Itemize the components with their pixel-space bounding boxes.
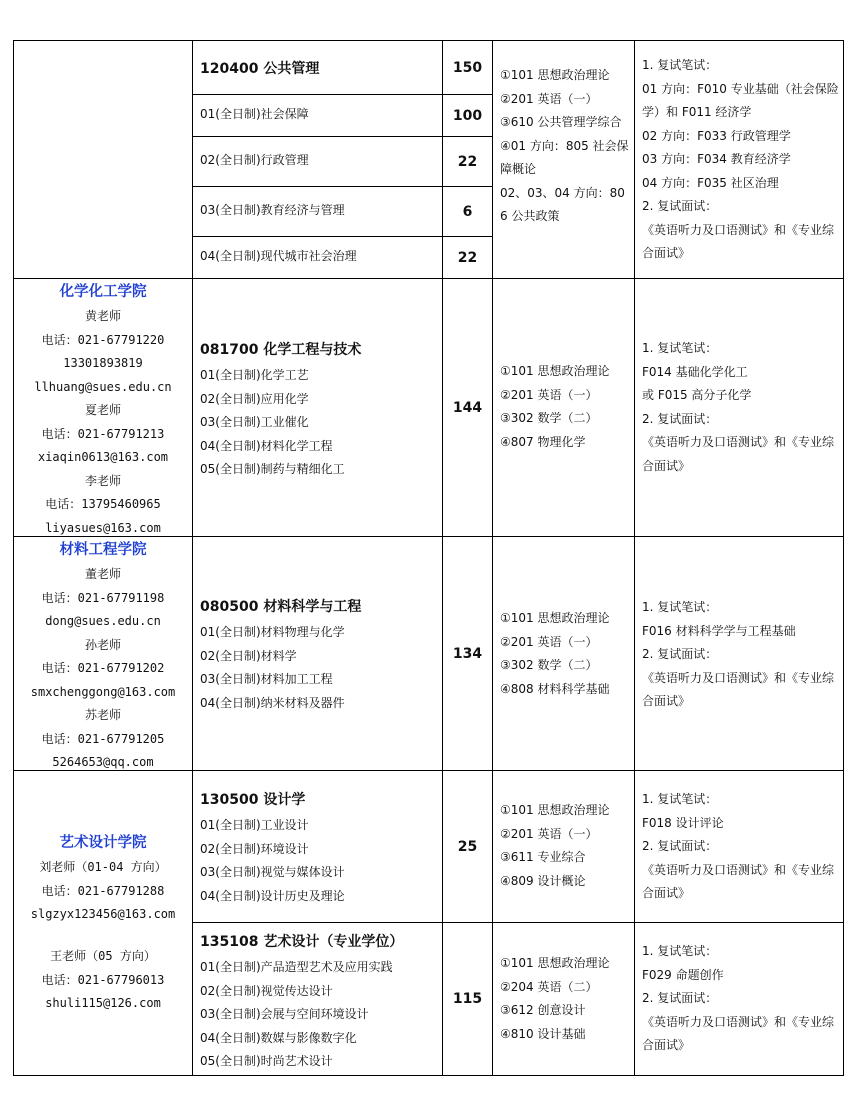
text-line: F029 命题创作 (642, 967, 724, 982)
text-line: 02(全日制)行政管理 (200, 153, 309, 167)
art-program2-cell (200, 928, 440, 1074)
chem-total (443, 279, 492, 536)
text-line: slgzyx123456@163.com (30, 907, 176, 921)
text-line: 22 (457, 249, 478, 266)
exam-subjects (500, 799, 630, 893)
text-line: ③302 数学（二） (500, 658, 598, 672)
direction-item: 03(全日制)会展与空间环境设计 (200, 1007, 369, 1021)
exam-subjects (500, 360, 630, 454)
text-line: 2. 复试面试： (642, 839, 718, 853)
text-line: liyasues@163.com (45, 520, 161, 535)
direction-item: 02(全日制)应用化学 (200, 391, 309, 406)
table-border-right (843, 40, 844, 1075)
text-line: 1. 复试笔试： (642, 58, 718, 72)
text-line: dong@sues.edu.cn (45, 614, 161, 628)
text-line: ④807 物理化学 (500, 434, 586, 449)
text-line: 《英语听力及口语测试》和《专业综合面试》 (642, 222, 835, 260)
direction-item: 05(全日制)制药与精细化工 (200, 462, 345, 476)
text-line: ①101 思想政治理论 (500, 956, 610, 970)
direction-item: 01(全日制)产品造型艺术及应用实践 (200, 960, 393, 974)
table-divider-col4 (634, 40, 635, 1075)
program-title: 130500 设计学 (200, 792, 306, 808)
text-line: 1. 复试笔试： (642, 600, 718, 614)
table-border-top (13, 40, 844, 41)
program-title: 120400 公共管理 (200, 61, 320, 77)
art-contact-cell-2 (14, 945, 192, 1016)
text-line: ④01 方向：805 社会保障概论 (500, 138, 629, 176)
exam-subjects (500, 607, 630, 701)
text-line: 2. 复试面试： (642, 991, 718, 1005)
direction-item: 02(全日制)视觉传达设计 (200, 983, 333, 998)
text-line: 《英语听力及口语测试》和《专业综合面试》 (642, 670, 835, 708)
direction-item: 02(全日制)环境设计 (200, 841, 309, 856)
direction-item: 01(全日制)化学工艺 (200, 368, 309, 382)
art-p1-total (443, 771, 492, 922)
text-line: F018 设计评论 (642, 815, 724, 830)
text-line: 144 (452, 399, 483, 416)
text-line: ②201 英语（一） (500, 387, 598, 402)
text-line: 苏老师 (84, 708, 121, 722)
text-line: ④808 材料科学基础 (500, 681, 610, 696)
text-line: ④809 设计概论 (500, 873, 586, 888)
text-line: 22 (457, 153, 478, 170)
text-line: 2. 复试面试： (642, 411, 718, 426)
text-line: 黄老师 (84, 309, 121, 323)
text-line: ①101 思想政治理论 (500, 68, 610, 82)
text-line: 《英语听力及口语测试》和《专业综合面试》 (642, 862, 835, 900)
text-line: ③610 公共管理学综合 (500, 115, 622, 129)
text-line: 5264653@qq.com (52, 755, 154, 769)
chem-contact-cell (14, 279, 192, 540)
retest-subjects (642, 337, 840, 478)
program-title: 081700 化学工程与技术 (200, 342, 362, 358)
exam-subjects (500, 952, 630, 1046)
text-line: 02、03、04 方向：806 公共政策 (500, 185, 625, 223)
text-line: ③611 专业综合 (500, 850, 586, 864)
materials-contact-cell (14, 537, 192, 775)
text-line: ①101 思想政治理论 (500, 364, 610, 378)
text-line: xiaqin0613@163.com (37, 450, 169, 464)
text-line: 04(全日制)现代城市社会治理 (200, 249, 357, 263)
text-line: 电话：021-67796013 (41, 972, 165, 987)
text-line: 董老师 (84, 567, 121, 581)
direction-count (443, 187, 492, 236)
text-line: 13301893819 (63, 356, 143, 370)
direction-count (443, 95, 492, 136)
direction-item: 04(全日制)数媒与影像数字化 (200, 1030, 357, 1045)
direction-row (200, 103, 440, 127)
text-line: 100 (452, 107, 483, 124)
program-title: 135108 艺术设计（专业学位） (200, 934, 404, 950)
text-line: 电话：021-67791198 (41, 590, 165, 605)
table-divider-col1 (192, 40, 193, 1075)
text-line: 03(全日制)教育经济与管理 (200, 203, 345, 217)
art-program1-cell (200, 786, 440, 908)
text-line: 6 (462, 203, 473, 220)
chem-program-cell (200, 336, 440, 482)
top-total (443, 41, 492, 94)
retest-subjects (642, 940, 840, 1058)
top-program-cell (200, 55, 440, 83)
text-line: smxchenggong@163.com (30, 684, 176, 699)
program-title: 080500 材料科学与工程 (200, 599, 362, 615)
direction-item: 01(全日制)工业设计 (200, 818, 309, 832)
direction-count (443, 237, 492, 278)
text-line: 夏老师 (84, 403, 121, 417)
direction-row (200, 245, 440, 269)
direction-item: 04(全日制)纳米材料及器件 (200, 695, 345, 710)
exam-subjects (500, 64, 630, 229)
materials-program-cell (200, 593, 440, 715)
art-contact-cell (14, 830, 192, 927)
text-line: 电话：021-67791213 (41, 426, 165, 441)
text-line: ①101 思想政治理论 (500, 803, 610, 817)
text-line: 1. 复试笔试： (642, 792, 718, 806)
direction-item: 03(全日制)材料加工工程 (200, 672, 333, 686)
text-line: ①101 思想政治理论 (500, 611, 610, 625)
direction-count (443, 137, 492, 186)
text-line: 03 方向：F034 教育经济学 (642, 152, 791, 166)
text-line: 25 (457, 838, 478, 855)
direction-item: 02(全日制)材料学 (200, 648, 297, 663)
college-name: 化学化工学院 (59, 284, 147, 300)
direction-item: 04(全日制)设计历史及理论 (200, 888, 345, 903)
direction-item: 03(全日制)视觉与媒体设计 (200, 865, 345, 879)
retest-subjects (642, 54, 840, 266)
text-line: 电话：021-67791202 (41, 661, 165, 675)
direction-item: 01(全日制)材料物理与化学 (200, 625, 345, 639)
text-line: 134 (452, 645, 483, 662)
text-line: llhuang@sues.edu.cn (34, 379, 172, 394)
college-name: 材料工程学院 (59, 542, 147, 558)
text-line: 2. 复试面试： (642, 199, 718, 213)
text-line: F014 基础化学化工 (642, 364, 748, 379)
text-line: 150 (452, 59, 483, 76)
text-line: shuli115@126.com (45, 996, 161, 1010)
text-line: 02 方向：F033 行政管理学 (642, 128, 791, 143)
art-program-divider (192, 922, 844, 923)
text-line: 电话：021-67791288 (41, 883, 165, 898)
college-name: 艺术设计学院 (59, 835, 147, 851)
text-line: 孙老师 (84, 637, 121, 652)
retest-subjects (642, 788, 840, 906)
text-line: 刘老师（01-04 方向） (39, 860, 167, 874)
text-line: 李老师 (84, 473, 121, 488)
direction-item: 04(全日制)材料化学工程 (200, 438, 333, 453)
text-line: 1. 复试笔试： (642, 944, 718, 958)
text-line: ③612 创意设计 (500, 1003, 586, 1017)
text-line: 电话：021-67791205 (41, 731, 165, 746)
text-line: ③302 数学（二） (500, 411, 598, 425)
materials-total (443, 537, 492, 770)
text-line: 王老师（05 方向） (50, 949, 156, 963)
text-line: ②201 英语（一） (500, 826, 598, 841)
text-line: 115 (452, 991, 483, 1007)
direction-item: 03(全日制)工业催化 (200, 415, 309, 429)
direction-item: 05(全日制)时尚艺术设计 (200, 1054, 333, 1068)
text-line: ④810 设计基础 (500, 1026, 586, 1041)
text-line: ②201 英语（一） (500, 91, 598, 106)
text-line: 01(全日制)社会保障 (200, 107, 309, 121)
text-line: 01 方向：F010 专业基础（社会保险学）和 F011 经济学 (642, 81, 839, 119)
retest-subjects (642, 596, 840, 714)
table-border-bottom (13, 1075, 844, 1076)
text-line: ②204 英语（二） (500, 979, 598, 994)
text-line: 电话：13795460965 (45, 497, 161, 511)
text-line: 1. 复试笔试： (642, 341, 718, 355)
text-line: 《英语听力及口语测试》和《专业综合面试》 (642, 435, 835, 473)
text-line: 或 F015 高分子化学 (642, 388, 752, 402)
art-p2-total (443, 923, 492, 1075)
text-line: F016 材料科学学与工程基础 (642, 623, 796, 638)
text-line: ②201 英语（一） (500, 634, 598, 649)
text-line: 《英语听力及口语测试》和《专业综合面试》 (642, 1014, 835, 1052)
text-line: 2. 复试面试： (642, 647, 718, 661)
text-line: 电话：021-67791220 (41, 332, 165, 347)
text-line: 04 方向：F035 社区治理 (642, 175, 779, 190)
direction-row (200, 149, 440, 173)
table-divider-col3 (492, 40, 493, 1075)
direction-row (200, 199, 440, 223)
